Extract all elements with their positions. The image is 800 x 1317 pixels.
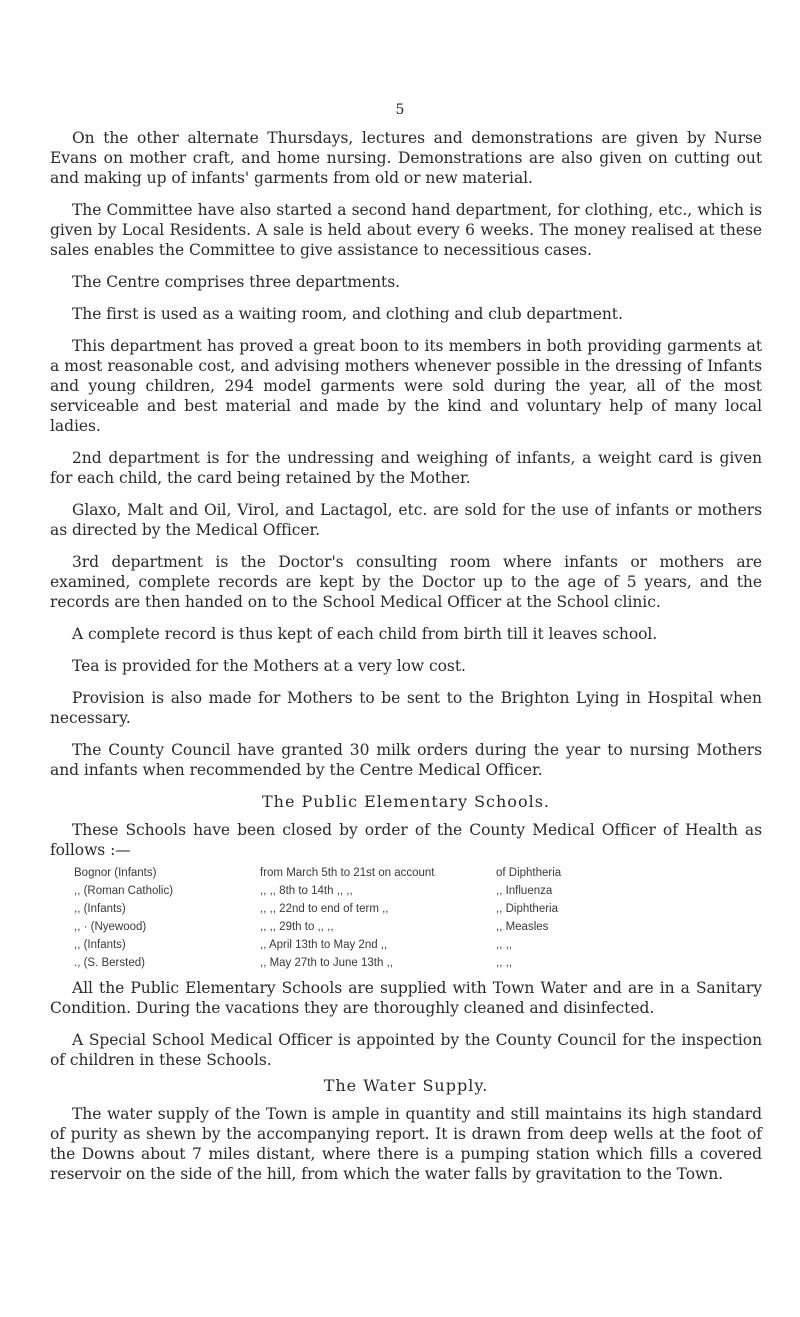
closure-period: ,, ,, 8th to 14th ,, ,, <box>260 885 353 897</box>
paragraph-second-hand-department: The Committee have also started a second hand department, for clothing, etc., which is given by Local Residents. A sale is held about every 6 weeks. The money realised at these sales enables the Committee to give assistance to necessitious cases. <box>50 201 762 259</box>
paragraph-lectures: On the other alternate Thursdays, lectures and demonstrations are given by Nurse Evans on mother craft, and home nursing. Demonstrations are also given on cutting out and making up of infants' garments from old or new material. <box>50 129 762 187</box>
closure-reason: of Diphtheria <box>496 867 562 879</box>
paragraph-second-department: 2nd department is for the undressing and weighing of infants, a weight card is given for each child, the card being retained by the Mother. <box>50 449 762 487</box>
school-closures-table <box>74 866 616 974</box>
closure-school: Bognor (Infants) <box>74 867 157 879</box>
paragraph-brighton-provision: Provision is also made for Mothers to be sent to the Brighton Lying in Hospital when necessary. <box>50 689 762 727</box>
page-number: 5 <box>395 102 405 118</box>
paragraph-third-department: 3rd department is the Doctor's consulting room where infants or mothers are examined, complete records are kept by the Doctor up to the age of 5 years, and the records are then handed on to the School Medical Officer at the School clinic. <box>50 553 762 611</box>
paragraph-first-department: The first is used as a waiting room, and clothing and club department. <box>72 305 623 323</box>
paragraph-complete-record: A complete record is thus kept of each child from birth till it leaves school. <box>72 625 658 643</box>
paragraph-products-sold: Glaxo, Malt and Oil, Virol, and Lactagol, etc. are sold for the use of infants or mothers as directed by the Medical Officer. <box>50 501 762 539</box>
water-supply-heading: The Water Supply. <box>323 1076 489 1095</box>
paragraph-town-water: All the Public Elementary Schools are supplied with Town Water and are in a Sanitary Condition. During the vacations they are thoroughly cleaned and disinfected. <box>50 979 762 1017</box>
closure-reason: ,, Diphtheria <box>496 903 559 915</box>
closure-school: ,, (Infants) <box>74 903 126 915</box>
closure-period: ,, May 27th to June 13th ,, <box>260 957 393 969</box>
closure-school: ,, (Roman Catholic) <box>74 885 174 897</box>
closure-period: ,, April 13th to May 2nd ,, <box>260 939 388 951</box>
closure-reason: ,, ,, <box>496 939 512 951</box>
closure-period: from March 5th to 21st on account <box>260 867 435 879</box>
schools-heading: The Public Elementary Schools. <box>262 792 550 811</box>
closure-period: ,, ,, 22nd to end of term ,, <box>260 903 389 915</box>
table-row <box>74 866 616 884</box>
table-row <box>74 920 616 938</box>
closure-period: ,, ,, 29th to ,, ,, <box>260 921 334 933</box>
table-row <box>74 902 616 920</box>
paragraph-tea: Tea is provided for the Mothers at a very low cost. <box>72 657 466 675</box>
closure-reason: ,, ,, <box>496 957 512 969</box>
table-row <box>74 884 616 902</box>
schools-intro: These Schools have been closed by order of the County Medical Officer of Health as follows :— <box>50 821 762 859</box>
closure-school: ,, (Infants) <box>74 939 126 951</box>
table-row <box>74 956 616 974</box>
paragraph-centre-departments: The Centre comprises three departments. <box>72 273 400 291</box>
closure-school: ., (S. Bersted) <box>74 957 145 969</box>
document-body <box>50 128 762 1196</box>
closure-reason: ,, Measles <box>496 921 549 933</box>
table-row <box>74 938 616 956</box>
closure-reason: ,, Influenza <box>496 885 553 897</box>
closure-school: ,, · (Nyewood) <box>74 921 147 933</box>
paragraph-department-boon: This department has proved a great boon to its members in both providing garments at a most reasonable cost, and advising mothers whenever possible in the dressing of Infants and young children, 294 model garments were sold during the year, all of the most serviceable and best material and made by the kind and voluntary help of many local ladies. <box>50 337 762 435</box>
paragraph-milk-orders: The County Council have granted 30 milk orders during the year to nursing Mothers and infants when recommended by the Centre Medical Officer. <box>50 741 762 779</box>
paragraph-special-officer: A Special School Medical Officer is appointed by the County Council for the inspection of children in these Schools. <box>50 1031 762 1069</box>
paragraph-water-supply: The water supply of the Town is ample in quantity and still maintains its high standard of purity as shewn by the accompanying report. It is drawn from deep wells at the foot of the Downs about 7 miles distant, where there is a pumping station which fills a covered reservoir on the side of the hill, from which the water falls by gravitation to the Town. <box>50 1105 762 1183</box>
